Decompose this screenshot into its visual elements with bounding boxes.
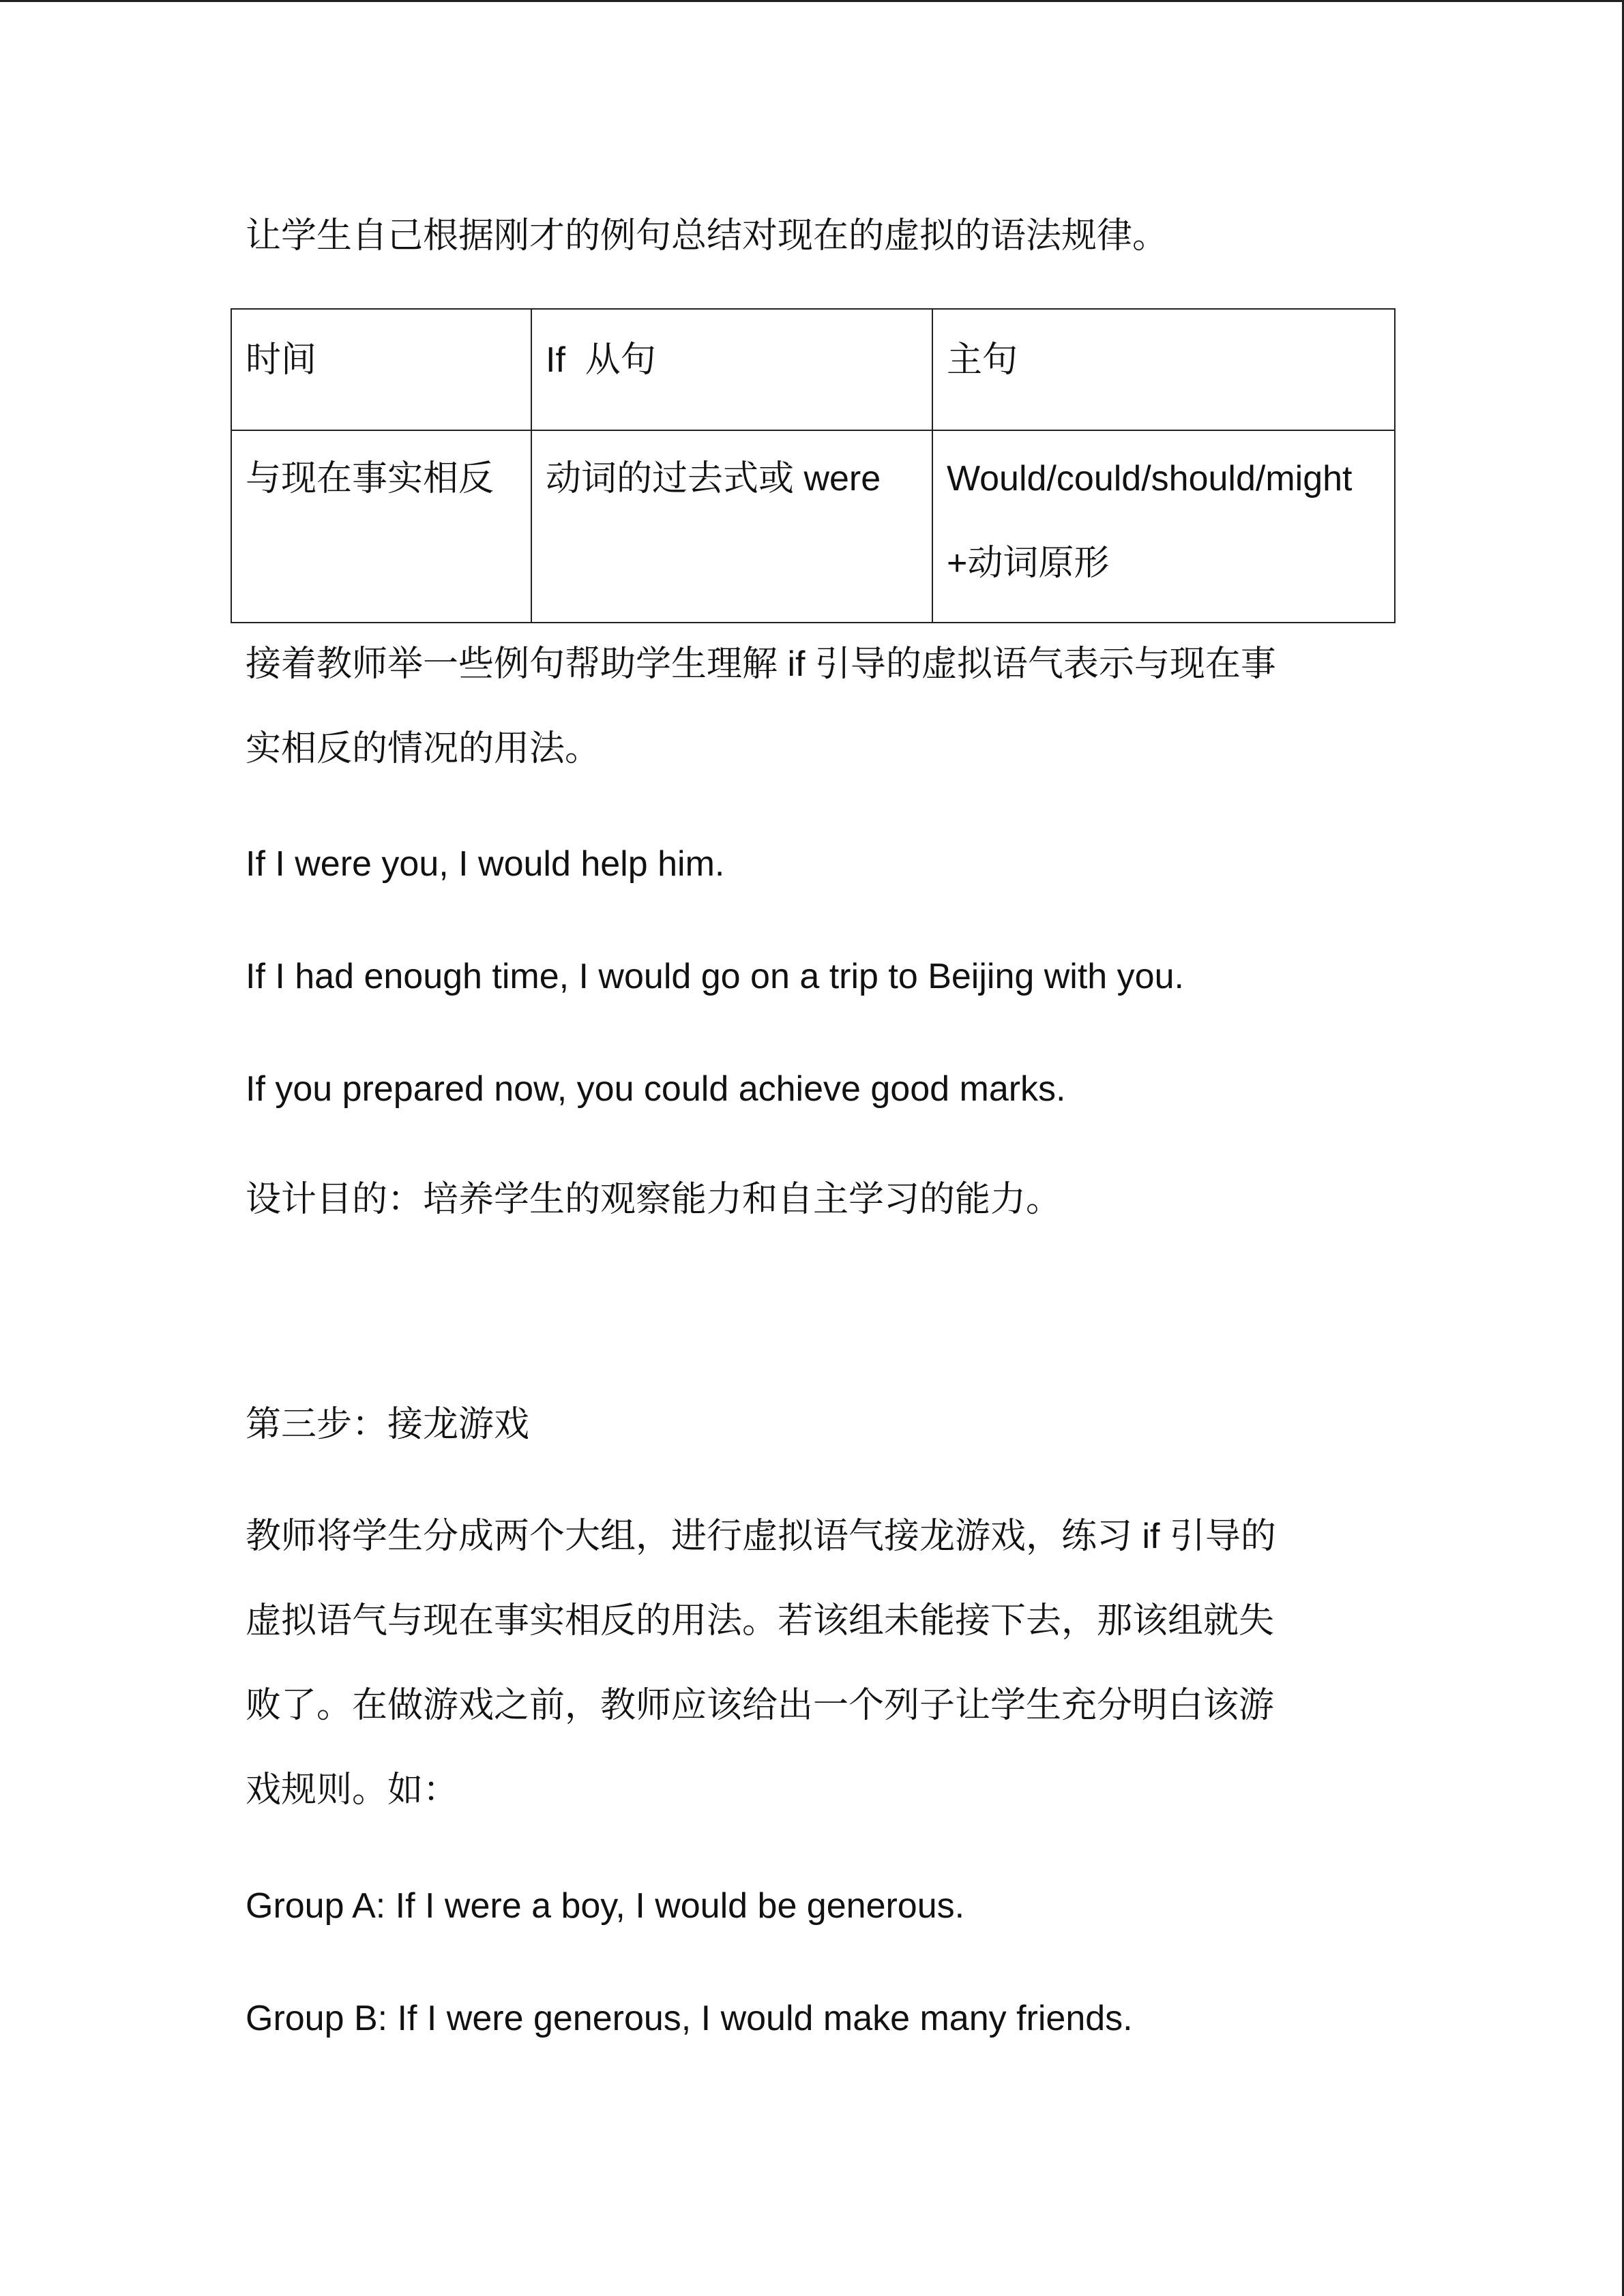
explanation-line1: 接着教师举一些例句帮助学生理解 if 引导的虚拟语气表示与现在事 bbox=[246, 644, 1276, 684]
example-sentence-3: If you prepared now, you could achieve good marks. bbox=[246, 1069, 1066, 1109]
step3-paragraph-line4: 戏规则。如： bbox=[246, 1770, 459, 1810]
group-b-example: Group B: If I were generous, I would make many friends. bbox=[246, 1999, 1133, 2038]
cell-main-clause-line1: Would/could/should/might bbox=[947, 459, 1353, 498]
cell-time: 与现在事实相反 bbox=[231, 430, 531, 623]
cell-main-clause-line2: +动词原形 bbox=[947, 543, 1110, 583]
table-row bbox=[231, 430, 1395, 623]
intro-text: 让学生自己根据刚才的例句总结对现在的虚拟的语法规律。 bbox=[246, 216, 1168, 256]
table-header-row bbox=[231, 309, 1395, 430]
cell-main-clause bbox=[932, 430, 1395, 623]
grammar-table bbox=[231, 308, 1396, 623]
header-main-clause: 主句 bbox=[932, 309, 1395, 430]
explanation-line2: 实相反的情况的用法。 bbox=[246, 729, 601, 769]
example-sentence-2: If I had enough time, I would go on a trip to Beijing with you. bbox=[246, 957, 1184, 996]
step3-paragraph-line3: 败了。在做游戏之前，教师应该给出一个列子让学生充分明白该游 bbox=[246, 1686, 1275, 1725]
example-sentence-1: If I were you, I would help him. bbox=[246, 844, 725, 884]
step3-paragraph-line1: 教师将学生分成两个大组，进行虚拟语气接龙游戏，练习 if 引导的 bbox=[246, 1517, 1276, 1556]
header-if-clause: If 从句 bbox=[531, 309, 932, 430]
group-a-example: Group A: If I were a boy, I would be generous. bbox=[246, 1886, 965, 1926]
cell-if-clause: 动词的过去式或 were bbox=[531, 430, 932, 623]
design-purpose: 设计目的：培养学生的观察能力和自主学习的能力。 bbox=[246, 1180, 1062, 1219]
step3-paragraph-line2: 虚拟语气与现在事实相反的用法。若该组未能接下去，那该组就失 bbox=[246, 1601, 1275, 1641]
step3-heading: 第三步：接龙游戏 bbox=[246, 1405, 530, 1444]
header-time: 时间 bbox=[231, 309, 531, 430]
page-top-border bbox=[0, 0, 1624, 2]
